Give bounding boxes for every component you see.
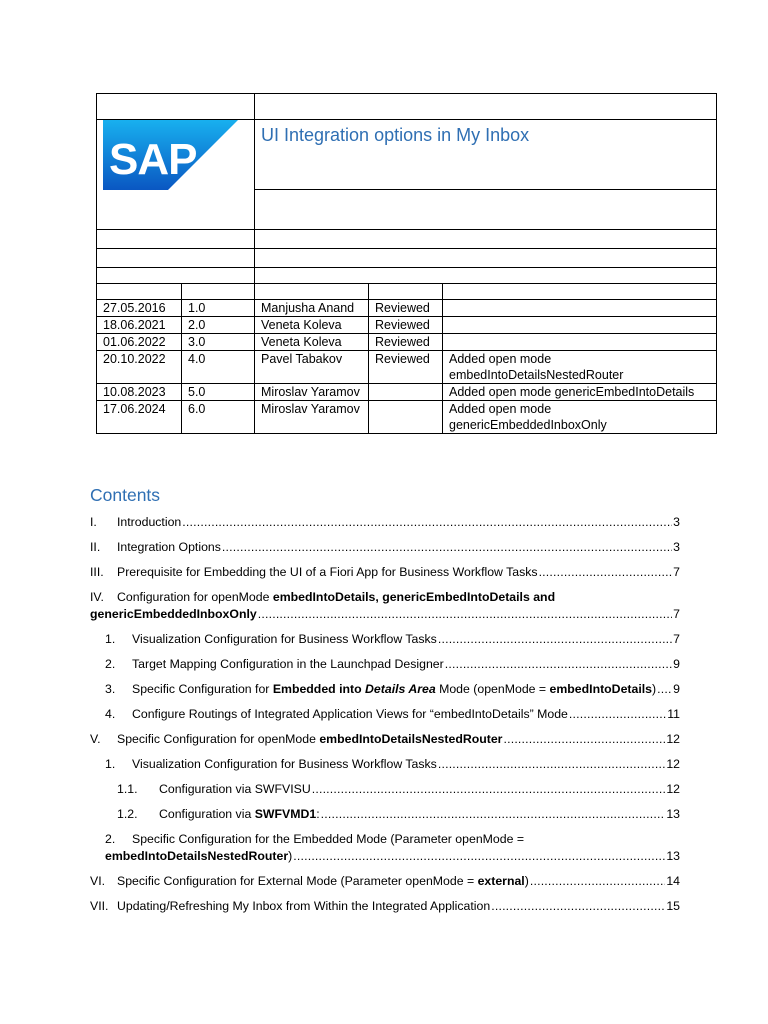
contents-title: Contents (90, 485, 161, 505)
history-header-cell (369, 284, 443, 300)
logo-cell (97, 120, 255, 230)
history-status (369, 384, 443, 401)
toc-page: 15 (666, 899, 680, 913)
header-empty-cell (255, 94, 717, 120)
toc-page: 7 (673, 632, 680, 646)
toc-text: Specific Configuration for Embedded into Details Area Mode (openMode = embedIntoDetails) (132, 682, 657, 696)
toc-text-continued: embedIntoDetailsNestedRouter) (105, 849, 293, 863)
history-comment (443, 334, 717, 351)
header-empty-cell (97, 230, 255, 249)
toc-entry[interactable] (90, 898, 680, 915)
history-status: Reviewed (369, 351, 443, 384)
toc-text-continued: genericEmbeddedInboxOnly (90, 607, 257, 621)
toc-text: Configure Routings of Integrated Application Views for “embedIntoDetails” Mode (132, 707, 568, 721)
history-date: 27.05.2016 (97, 300, 182, 317)
toc-text: Visualization Configuration for Business Workflow Tasks (132, 632, 437, 646)
toc-entry[interactable] (90, 631, 680, 648)
toc-text: Configuration for openMode embedIntoDetails, genericEmbedIntoDetails and (117, 590, 556, 604)
toc-page: 11 (667, 707, 680, 721)
toc-entry[interactable] (90, 756, 680, 773)
table-of-contents (90, 512, 680, 915)
history-row (97, 334, 717, 351)
history-row (97, 351, 717, 384)
toc-page: 3 (673, 540, 680, 554)
toc-leader (438, 631, 672, 648)
toc-text: Specific Configuration for External Mode (Parameter openMode = external) (117, 874, 529, 888)
history-comment: Added open mode embedIntoDetailsNestedRouter (443, 351, 717, 384)
toc-entry[interactable] (90, 681, 680, 698)
toc-page: 12 (666, 757, 680, 771)
history-author: Veneta Koleva (255, 317, 369, 334)
toc-text: Configuration via SWFVISU (159, 782, 311, 796)
toc-number: 1. (105, 757, 116, 771)
history-version: 4.0 (182, 351, 255, 384)
history-comment: Added open mode genericEmbeddedInboxOnly (443, 401, 717, 434)
toc-page: 9 (673, 682, 680, 696)
toc-number: 1.1. (117, 782, 138, 796)
toc-leader (569, 706, 666, 723)
toc-entry[interactable] (90, 873, 680, 890)
toc-text: Target Mapping Configuration in the Launchpad Designer (132, 657, 444, 671)
header-empty-cell (97, 268, 255, 284)
toc-text: Specific Configuration for openMode embedIntoDetailsNestedRouter (117, 732, 503, 746)
toc-text: Prerequisite for Embedding the UI of a Fiori App for Business Workflow Tasks (117, 565, 538, 579)
toc-text: Visualization Configuration for Business Workflow Tasks (132, 757, 437, 771)
history-status (369, 401, 443, 434)
toc-page: 3 (673, 515, 680, 529)
toc-leader (321, 806, 666, 823)
toc-number: II. (90, 540, 101, 554)
history-header-cell (182, 284, 255, 300)
toc-number: 2. (105, 657, 116, 671)
history-row (97, 384, 717, 401)
toc-page: 7 (673, 565, 680, 579)
history-author: Pavel Tabakov (255, 351, 369, 384)
toc-leader (182, 514, 672, 531)
toc-leader (539, 564, 673, 581)
toc-page: 9 (673, 657, 680, 671)
history-status: Reviewed (369, 300, 443, 317)
toc-number: 3. (105, 682, 116, 696)
history-row (97, 401, 717, 434)
toc-text: Introduction (117, 515, 182, 529)
history-date: 20.10.2022 (97, 351, 182, 384)
toc-page: 14 (666, 874, 680, 888)
toc-text: Updating/Refreshing My Inbox from Within the Integrated Application (117, 899, 491, 913)
header-empty-cell (255, 249, 717, 268)
history-header-cell (443, 284, 717, 300)
header-empty-cell (255, 190, 717, 230)
history-comment (443, 317, 717, 334)
history-date: 17.06.2024 (97, 401, 182, 434)
toc-leader (258, 606, 672, 623)
toc-page: 12 (666, 732, 680, 746)
history-author: Miroslav Yaramov (255, 401, 369, 434)
history-version: 1.0 (182, 300, 255, 317)
toc-entry[interactable] (90, 539, 680, 556)
history-version: 3.0 (182, 334, 255, 351)
toc-number: VII. (90, 899, 109, 913)
toc-number: 2. (105, 832, 116, 846)
toc-number: 1.2. (117, 807, 138, 821)
toc-number: V. (90, 732, 101, 746)
toc-text: Integration Options (117, 540, 221, 554)
history-row (97, 300, 717, 317)
toc-page: 12 (666, 782, 680, 796)
header-empty-cell (255, 230, 717, 249)
toc-entry[interactable] (90, 781, 680, 798)
toc-entry[interactable] (90, 706, 680, 723)
history-date: 01.06.2022 (97, 334, 182, 351)
toc-leader (491, 898, 665, 915)
toc-leader (445, 656, 672, 673)
header-empty-cell (97, 94, 255, 120)
header-empty-cell (255, 268, 717, 284)
toc-number: VI. (90, 874, 106, 888)
toc-entry[interactable] (90, 564, 680, 581)
history-comment: Added open mode genericEmbedIntoDetails (443, 384, 717, 401)
toc-number: 4. (105, 707, 116, 721)
revision-history (97, 300, 717, 434)
history-author: Miroslav Yaramov (255, 384, 369, 401)
toc-number: III. (90, 565, 104, 579)
toc-entry[interactable] (90, 831, 680, 865)
document-header-table (96, 93, 717, 434)
sap-logo (103, 120, 244, 190)
history-status: Reviewed (369, 317, 443, 334)
history-status: Reviewed (369, 334, 443, 351)
toc-entry[interactable] (90, 806, 680, 823)
toc-leader (657, 681, 672, 698)
history-comment (443, 300, 717, 317)
history-version: 5.0 (182, 384, 255, 401)
history-date: 18.06.2021 (97, 317, 182, 334)
toc-entry[interactable] (90, 731, 680, 748)
toc-leader (503, 731, 665, 748)
toc-entry[interactable] (90, 514, 680, 531)
toc-page: 13 (666, 807, 680, 821)
history-date: 10.08.2023 (97, 384, 182, 401)
toc-text: Specific Configuration for the Embedded Mode (Parameter openMode = (132, 832, 525, 846)
toc-leader (222, 539, 672, 556)
header-empty-cell (97, 249, 255, 268)
toc-number: IV. (90, 590, 104, 604)
toc-entry[interactable] (90, 656, 680, 673)
toc-text: Configuration via SWFVMD1: (159, 807, 320, 821)
toc-leader (530, 873, 665, 890)
toc-number: I. (90, 515, 97, 529)
document-title: UI Integration options in My Inbox (261, 125, 530, 145)
history-header-cell (97, 284, 182, 300)
toc-leader (438, 756, 665, 773)
toc-page: 13 (666, 849, 680, 863)
toc-entry[interactable] (90, 589, 680, 623)
sap-logo-text: SAP (109, 135, 197, 184)
toc-number: 1. (105, 632, 116, 646)
toc-leader (312, 781, 666, 798)
history-author: Veneta Koleva (255, 334, 369, 351)
toc-leader (293, 848, 665, 865)
history-row (97, 317, 717, 334)
toc-page: 7 (673, 607, 680, 621)
history-version: 2.0 (182, 317, 255, 334)
history-version: 6.0 (182, 401, 255, 434)
title-cell (255, 120, 717, 190)
history-author: Manjusha Anand (255, 300, 369, 317)
history-header-cell (255, 284, 369, 300)
